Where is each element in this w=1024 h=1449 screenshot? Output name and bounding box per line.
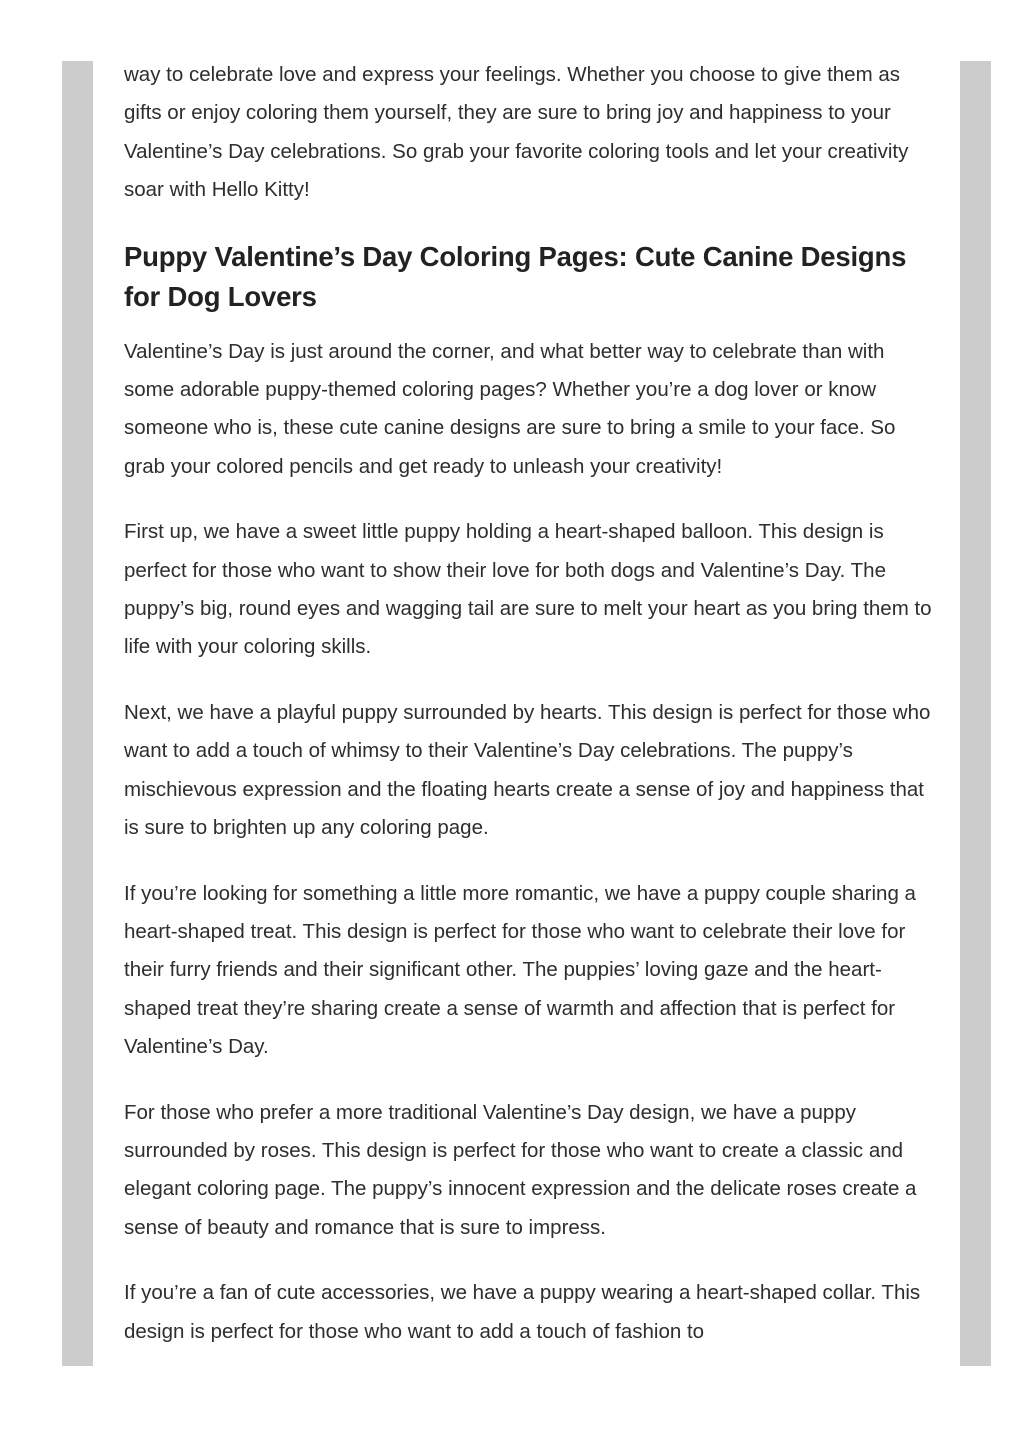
article-body (124, 56, 940, 1378)
paragraph-1: Valentine’s Day is just around the corner, and what better way to celebrate than with some adorable puppy-themed coloring pages? Whether you’re a dog lover or know someone who is, these cute canine designs are sure to bring a smile to your face. So grab your colored pencils and get ready to unleash your creativity! (124, 339, 896, 478)
left-margin-bar (62, 61, 93, 1366)
paragraph-3: Next, we have a playful puppy surrounded by hearts. This design is perfect for those who want to add a touch of whimsy to their Valentine’s Day celebrations. The puppy’s mischievous expression and the floating hearts create a sense of joy and happiness that is sure to brighten up any coloring page. (124, 700, 931, 840)
paragraph-4: If you’re looking for something a little more romantic, we have a puppy couple sharing a heart-shaped treat. This design is perfect for those who want to celebrate their love for their furry friends and their significant other. The puppies’ loving gaze and the heart-shaped treat they’re sharing create a sense of warmth and affection that is perfect for Valentine’s Day. (124, 881, 916, 1059)
paragraph-6: If you’re a fan of cute accessories, we have a puppy wearing a heart-shaped collar. This design is perfect for those who want to add a touch of fashion to (124, 1281, 921, 1343)
section-heading: Puppy Valentine’s Day Coloring Pages: Cute Canine Designs for Dog Lovers (124, 240, 907, 312)
paragraph-2: First up, we have a sweet little puppy holding a heart-shaped balloon. This design is perfect for those who want to show their love for both dogs and Valentine’s Day. The puppy’s big, round eyes and wagging tail are sure to melt your heart as you bring them to life with your coloring skills. (124, 520, 932, 659)
right-margin-bar (960, 61, 991, 1366)
paragraph-5: For those who prefer a more traditional Valentine’s Day design, we have a puppy surrounded by roses. This design is perfect for those who want to create a classic and elegant coloring page. The puppy’s innocent expression and the delicate roses create a sense of beauty and romance that is sure to impress. (124, 1100, 917, 1239)
intro-paragraph: way to celebrate love and express your feelings. Whether you choose to give them as gifts or enjoy coloring them yourself, they are sure to bring joy and happiness to your Valentine’s Day celebrations. So grab your favorite coloring tools and let your creativity soar with Hello Kitty! (124, 63, 909, 202)
